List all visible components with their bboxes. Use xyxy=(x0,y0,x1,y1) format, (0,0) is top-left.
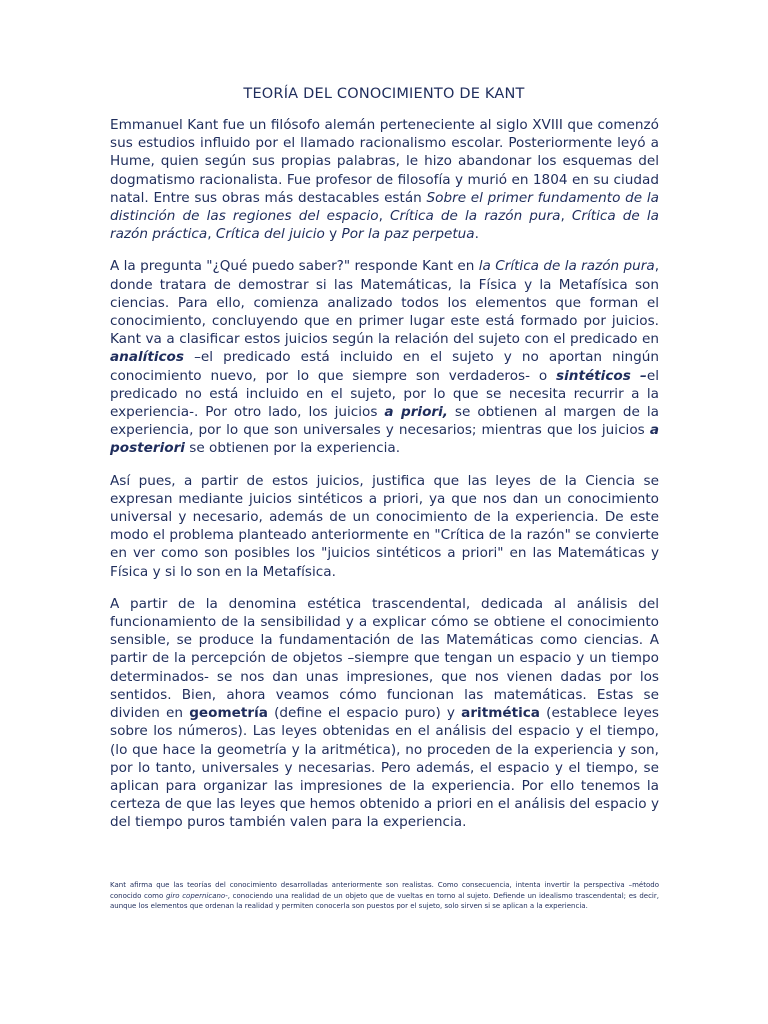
paragraph-1 xyxy=(110,116,659,243)
paragraph-4 xyxy=(110,595,659,832)
work-title: Por la paz perpetua xyxy=(341,226,475,243)
p1-text: Emmanuel Kant fue un filósofo alemán perteneciente al siglo XVIII que comenzó sus estudios influido por el llamado racionalismo escolar. Posteriormente leyó a Hume, quien según sus propias palabras, le hizo abandonar los esquemas del dogmatismo racionalista. Fue profesor de filosofía y murió en 1804 en su ciudad natal. Entre sus obras más destacables están xyxy=(110,117,659,206)
term-analiticos: analíticos xyxy=(110,349,184,366)
term-a-priori: a priori, xyxy=(384,404,448,421)
p1-sep: , xyxy=(207,226,216,243)
paragraph-3: Así pues, a partir de estos juicios, justifica que las leyes de la Ciencia se expresan mediante juicios sintéticos a priori, ya que nos dan un conocimiento universal y necesario, además de un conocimiento de la experiencia. De este modo el problema planteado anteriormente en "Crítica de la razón" se convierte en ver como son posibles los "juicios sintéticos a priori" en las Matemáticas y Física y si lo son en la Metafísica. xyxy=(110,472,659,580)
p1-sep: y xyxy=(324,226,342,243)
p2-text: , donde tratara de demostrar si las Matemáticas, la Física y la Metafísica son ciencias. Para ello, comienza analizado todos los elementos que forman el conocimiento, concluyendo que en primer lugar este está formado por juicios. Kant va a clasificar estos juicios según la relación del sujeto con el predicado en xyxy=(110,258,660,348)
paragraph-2 xyxy=(110,257,659,457)
p2-text: se obtienen por la experiencia. xyxy=(184,440,401,457)
work-title: la Crítica de la razón pura xyxy=(478,258,655,275)
work-title: Sobre el primer fundamento de la distinción de las regiones del espacio xyxy=(110,189,659,225)
p2-text: A la pregunta "¿Qué puedo saber?" responde Kant en xyxy=(110,258,479,275)
work-title: Crítica de la razón pura xyxy=(390,208,561,225)
work-title: Crítica de la razón práctica xyxy=(110,208,659,243)
term-a-posteriori: a posteriori xyxy=(110,422,659,457)
document-title: TEORÍA DEL CONOCIMIENTO DE KANT xyxy=(243,86,525,102)
document-body xyxy=(110,116,659,846)
p4-text: (establece leyes sobre los números). Las leyes obtenidas en el análisis del espacio y el tiempo, (lo que hace la geometría y la aritmética), no proceden de la experiencia y son, por lo tanto, universales y necesarias. Pero además, el espacio y el tiempo, se aplican para organizar las impresiones de la experiencia. Por ello tenemos la certeza de que las leyes que hemos obtenido a priori en el análisis del espacio y del tiempo puros también valen para la experiencia. xyxy=(110,705,659,831)
p2-text: se obtienen al margen de la experiencia, por lo que son universales y necesarios; mientras que los juicios xyxy=(110,404,660,439)
p1-end: . xyxy=(474,226,479,243)
footnote-text: -, conociendo una realidad de un objeto que de vueltas en torno al sujeto. Defiende un idealismo trascendental; es decir, aunque los elementos que ordenan la realidad y permiten conocerla son puestos por el sujeto, solo sirven si se aplican a la experiencia. xyxy=(110,891,659,911)
p4-text: (define el espacio puro) y xyxy=(267,705,462,722)
work-title: Crítica del juicio xyxy=(215,226,325,243)
footnote xyxy=(110,880,659,912)
p4-text: A partir de la denomina estética trascendental, dedicada al análisis del funcionamiento de la sensibilidad y a explicar cómo se obtiene el conocimiento sensible, se produce la fundamentación de las Matemáticas como ciencias. A partir de la percepción de objetos –siempre que tengan un espacio y un tiempo determinados- se nos dan unas impresiones, que nos vienen dadas por los sentidos. Bien, ahora veamos cómo funcionan las matemáticas. Estas se dividen en xyxy=(110,595,659,722)
p2-text: el predicado no está incluido en el sujeto, por lo que se necesita recurrir a la experiencia-. Por otro lado, los juicios xyxy=(110,367,659,421)
footnote-text: Kant afirma que las teorías del conocimiento desarrolladas anteriormente son realistas. Como consecuencia, intenta invertir la perspectiva –método conocido como xyxy=(110,881,659,900)
term-giro-copernicano: giro copernicano xyxy=(165,891,226,900)
p1-sep: , xyxy=(560,208,572,225)
p2-text: –el predicado está incluido en el sujeto y no aportan ningún conocimiento nuevo, por lo que siempre son verdaderos- o xyxy=(110,349,659,384)
term-geometria: geometría xyxy=(189,705,268,722)
term-sinteticos: sintéticos – xyxy=(556,367,647,384)
term-aritmetica: aritmética xyxy=(461,705,540,722)
p1-sep: , xyxy=(378,208,391,225)
